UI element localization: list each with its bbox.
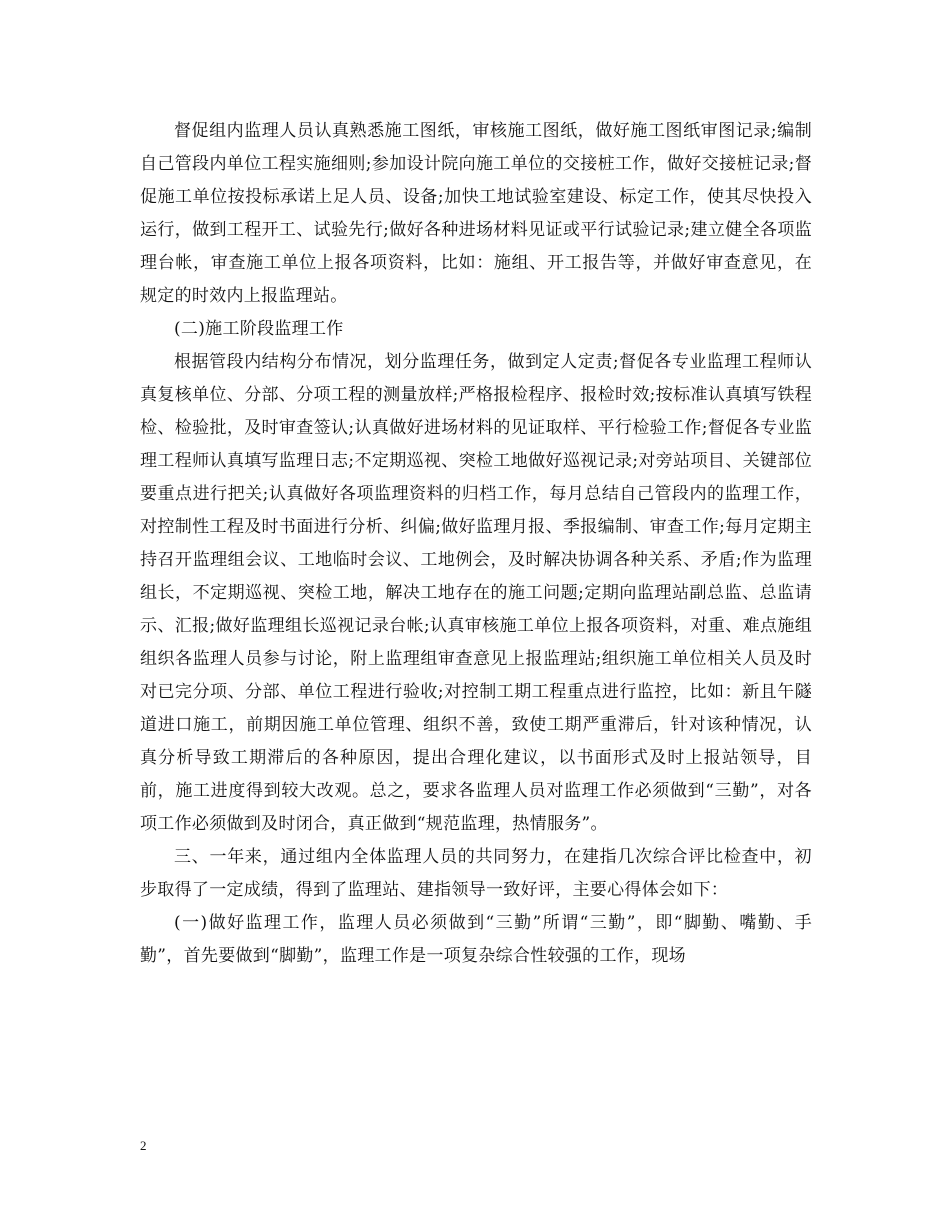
- paragraph-three-diligences: (一)做好监理工作，监理人员必须做到“三勤”所谓“三勤”，即“脚勤、嘴勤、手勤”，首先要做到“脚勤”，监理工作是一项复杂综合性较强的工作，现场: [140, 913, 812, 966]
- page-number: 2: [140, 1138, 147, 1153]
- paragraph-preparation-stage: 督促组内监理人员认真熟悉施工图纸，审核施工图纸，做好施工图纸审图记录;编制自己管段内单位工程实施细则;参加设计院向施工单位的交接桩工作，做好交接桩记录;督促施工单位按投标承诺上足人员、设备;加快工地试验室建设、标定工作，使其尽快投入运行，做到工程开工、试验先行;做好各种进场材料见证或平行试验记录;建立健全各项监理台帐，审查施工单位上报各项资料，比如：施组、开工报告等，并做好审查意见，在规定的时效内上报监理站。: [140, 121, 812, 306]
- paragraph-construction-stage: 根据管段内结构分布情况，划分监理任务，做到定人定责;督促各专业监理工程师认真复核单位、分部、分项工程的测量放样;严格报检程序、报检时效;按标准认真填写铁程检、检验批，及时审查签认;认真做好进场材料的见证取样、平行检验工作;督促各专业监理工程师认真填写监理日志;不定期巡视、突检工地做好巡视记录;对旁站项目、关键部位要重点进行把关;认真做好各项监理资料的归档工作，每月总结自己管段内的监理工作，对控制性工程及时书面进行分析、纠偏;做好监理月报、季报编制、审查工作;每月定期主持召开监理组会议、工地临时会议、工地例会，及时解决协调各种关系、矛盾;作为监理组长，不定期巡视、突检工地，解决工地存在的施工问题;定期向监理站副总监、总监请示、汇报;做好监理组长巡视记录台帐;认真审核施工单位上报各项资料，对重、难点施组组织各监理人员参与讨论，附上监理组审查意见上报监理站;组织施工单位相关人员及时对已完分项、分部、单位工程进行验收;对控制工期工程重点进行监控，比如：新且午隧道进口施工，前期因施工单位管理、组织不善，致使工期严重滞后，针对该种情况，认真分析导致工期滞后的各种原因，提出合理化建议，以书面形式及时上报站领导，目前，施工进度得到较大改观。总之，要求各监理人员对监理工作必须做到“三勤”，对各项工作必须做到及时闭合，真正做到“规范监理，热情服务”。: [140, 352, 812, 834]
- document-body: [140, 115, 812, 973]
- section-heading-construction-stage: (二)施工阶段监理工作: [174, 319, 344, 339]
- paragraph-annual-summary: 三、一年来，通过组内全体监理人员的共同努力，在建指几次综合评比检查中，初步取得了一定成绩，得到了监理站、建指领导一致好评，主要心得体会如下：: [140, 847, 812, 900]
